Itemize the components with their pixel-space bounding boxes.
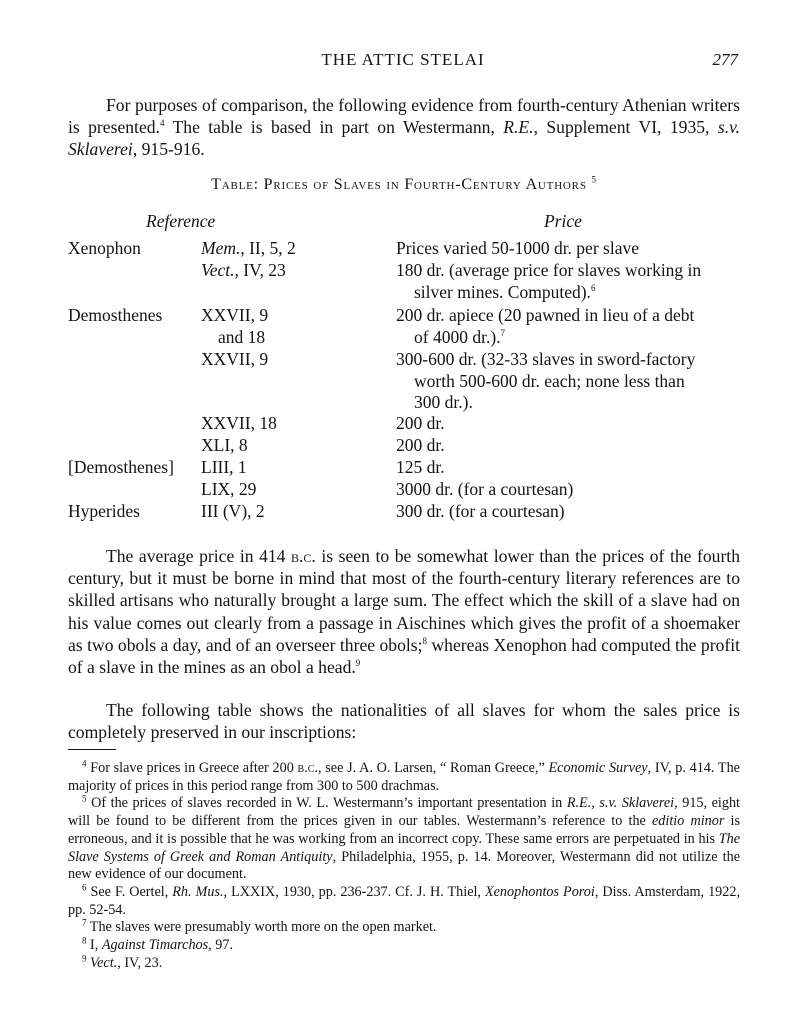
table-cell-price: Prices varied 50-1000 dr. per slave xyxy=(396,238,639,258)
column-header-price: Price xyxy=(544,211,582,231)
footnote-text: For slave prices in Greece after 200 xyxy=(86,760,298,776)
intro-text: For purposes of comparison, the following evidence from fourth-century Athenian writers is presented. xyxy=(68,95,740,138)
table-cell-reference: XXVII, 18 xyxy=(201,413,277,433)
table-cell-reference: LIII, 1 xyxy=(201,457,247,477)
table-cell-price xyxy=(396,260,741,303)
footnote-6 xyxy=(68,884,740,919)
price-line: 300-600 dr. (32-33 slaves in sword-factory xyxy=(396,349,696,369)
body-text: whereas Xenophon had computed the profit of a slave in the mines as an obol a head. xyxy=(68,634,740,678)
footnote-7 xyxy=(68,919,740,937)
body-paragraph: The following table shows the nationalities of all slaves for whom the sales price is completely preserved in our inscriptions: xyxy=(68,700,740,743)
footnote-title: The Slave Systems of Greek and Roman Antiquity xyxy=(68,830,740,865)
footnote-5 xyxy=(68,795,740,884)
footnote-ref-8: 8 xyxy=(422,635,428,646)
intro-text: , 915-916. xyxy=(132,139,205,160)
reference-locus: , IV, 23 xyxy=(234,260,286,280)
price-line: worth 500-600 dr. each; none less than xyxy=(414,370,685,391)
table-cell-reference: XXVII, 9 xyxy=(201,349,269,369)
footnote-number: 6 xyxy=(82,882,87,893)
body-text: is seen to be somewhat lower than the prices of the fourth century, but it must be borne in mind that most of the fourth-century literary references are to skilled artisans who naturally brought a large sum. The effect which the skill of a slave had on his value comes out clearly from a passage in Aischines which gives the profit of a shoemaker as two obols a day, and of an overseer three obols; xyxy=(68,546,740,655)
reference-locus: , II, 5, 2 xyxy=(240,238,296,258)
table-cell-author: Xenophon xyxy=(68,238,141,258)
footnote-text: , 97. xyxy=(208,937,233,954)
price-line xyxy=(396,282,741,304)
table-cell-price: 125 dr. xyxy=(396,457,445,477)
footnote-text: is erroneous, and it is possible that he was working from an incorrect copy. These same errors are perpetuated in his xyxy=(68,813,740,847)
footnote-number: 5 xyxy=(82,793,87,804)
price-text: of 4000 dr.). xyxy=(414,326,501,347)
table-cell-reference xyxy=(201,260,286,282)
footnote-number: 7 xyxy=(82,917,87,928)
table-cell-reference: III (V), 2 xyxy=(201,501,265,521)
footnote-ref-4: 4 xyxy=(159,118,165,129)
footnote-title: Xenophontos Poroi xyxy=(484,883,595,900)
reference-work: Mem. xyxy=(201,238,241,258)
intro-text: The table is based in part on Westermann, xyxy=(164,117,504,138)
table-cell-reference xyxy=(201,238,296,260)
footnote-text: , IV, 23. xyxy=(117,954,163,971)
intro-paragraph xyxy=(68,94,740,161)
body-paragraph xyxy=(68,545,740,678)
footnote-number: 4 xyxy=(82,758,87,769)
footnote-title: R.E., s.v. Sklaverei xyxy=(566,795,675,812)
footnote-text: , Philadelphia, 1955, p. 14. Moreover, Westermann did not utilize the new evidence of our document. xyxy=(68,848,740,883)
table-cell-author: [Demosthenes] xyxy=(68,457,174,477)
table-cell-reference xyxy=(201,305,268,348)
footnote-8 xyxy=(68,937,740,955)
table-cell-author: Demosthenes xyxy=(68,305,163,325)
page-header xyxy=(68,50,738,78)
footnote-number: 9 xyxy=(82,953,87,963)
footnote-text: , Diss. Amsterdam, 1922, pp. 52-54. xyxy=(68,883,741,918)
footnote-4 xyxy=(68,760,740,795)
footnote-title: Vect. xyxy=(90,954,118,971)
footnote-ref-5: 5 xyxy=(591,174,597,185)
table-cell-price: 3000 dr. (for a courtesan) xyxy=(396,479,574,499)
footnote-divider xyxy=(68,749,116,750)
footnote-title: Rh. Mus. xyxy=(172,883,224,900)
page-number: 277 xyxy=(712,50,738,69)
footnote-ref-7: 7 xyxy=(500,327,506,338)
reference-line: XXVII, 9 xyxy=(201,305,269,325)
intro-text: , Supplement VI, 1935, xyxy=(533,117,718,138)
intro-citation: s.v. Sklaverei xyxy=(68,117,740,160)
footnote-text: , IV, p. 414. The majority of prices in this period range from 300 to 500 drachmas. xyxy=(68,760,740,794)
footnote-title: Against Timarchos xyxy=(101,937,209,954)
table-caption xyxy=(68,176,740,194)
table-cell-price xyxy=(396,305,741,348)
table-cell-price xyxy=(396,349,741,414)
reference-line: and 18 xyxy=(218,326,266,347)
footnote-ref-9: 9 xyxy=(355,658,361,669)
footnote-text: See F. Oertel, xyxy=(86,883,173,900)
footnote-text: The slaves were presumably worth more on the open market. xyxy=(86,919,437,936)
reference-work: Vect. xyxy=(201,260,235,280)
table-cell-reference: XLI, 8 xyxy=(201,435,248,455)
running-title: THE ATTIC STELAI xyxy=(321,50,485,69)
footnote-title: Economic Survey xyxy=(548,760,648,776)
table-cell-author: Hyperides xyxy=(68,501,140,521)
price-line xyxy=(396,327,741,349)
price-line: 200 dr. apiece (20 pawned in lieu of a debt xyxy=(396,305,695,325)
table-caption-text: Table: Prices of Slaves in Fourth-Century Authors xyxy=(211,176,587,193)
price-line: 300 dr.). xyxy=(414,392,473,412)
price-line: 180 dr. (average price for slaves working in xyxy=(396,260,702,280)
footnote-text: Of the prices of slaves recorded in W. L. Westermann’s important presentation in xyxy=(86,795,567,812)
footnotes xyxy=(68,760,740,972)
footnote-text: , LXXIX, 1930, pp. 236-237. Cf. J. H. Thiel, xyxy=(223,883,485,900)
column-header-reference: Reference xyxy=(146,211,216,231)
table-cell-price: 300 dr. (for a courtesan) xyxy=(396,501,565,521)
table-cell-reference: LIX, 29 xyxy=(201,479,257,499)
footnote-number: 8 xyxy=(82,935,87,946)
price-text: silver mines. Computed). xyxy=(414,281,591,302)
footnote-title: editio minor xyxy=(652,813,725,830)
era-abbreviation: b.c. xyxy=(297,760,318,776)
table-cell-price: 200 dr. xyxy=(396,413,445,433)
table-cell-price: 200 dr. xyxy=(396,435,445,455)
intro-citation: R.E. xyxy=(503,117,534,138)
body-text: The average price in 414 xyxy=(106,546,292,566)
footnote-text: I, xyxy=(86,937,102,954)
era-abbreviation: b.c. xyxy=(291,546,316,566)
footnote-text: , 915, eight will be found to be different from the prices given in our tables. Westermann’s reference to the xyxy=(68,795,740,830)
footnote-ref-6: 6 xyxy=(590,282,596,293)
footnote-9 xyxy=(68,955,740,973)
footnote-text: , see J. A. O. Larsen, “ Roman Greece,” xyxy=(317,760,549,776)
